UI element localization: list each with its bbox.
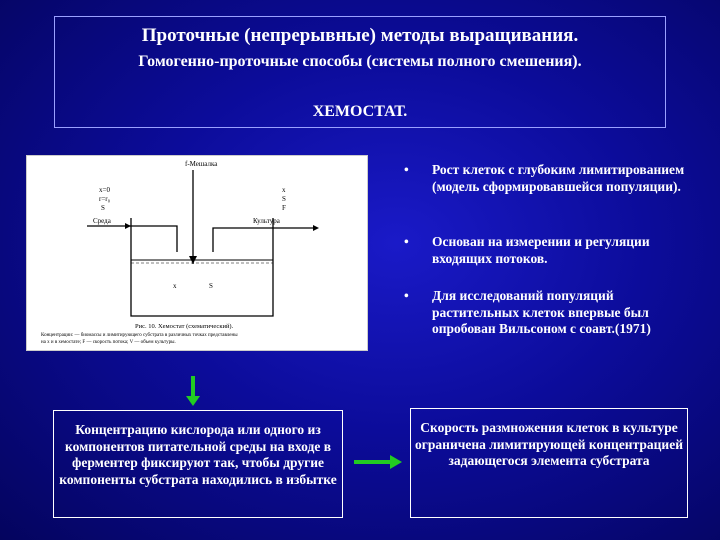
bullet-text: Основан на измерении и регуляции входящих потоков. [432,234,650,266]
figure-caption-3: на х и в хемостате; F — скорость потока; V — объем культуры. [41,340,176,345]
bullet-marker: • [404,162,409,177]
inlet-arrow [125,223,131,229]
label-s-inside: S [209,282,213,290]
title-line-1: Проточные (непрерывные) методы выращивания. [141,25,579,46]
right-arrow-icon [354,455,402,469]
label-outlet: Культура [253,217,280,225]
label-right-param-2: S [282,195,286,203]
oxygen-concentration-box: Концентрацию кислорода или одного из компонентов питательной среды на входе в ферментер фиксируют так, чтобы другие компоненты субстрата находились в избытке [53,410,343,518]
label-inlet: Среда [93,217,111,225]
vessel [131,218,273,316]
title-line-2: Гомогенно-проточные способы (системы полного смешения). [138,53,582,70]
label-left-param-3: S [101,204,105,212]
bullet-marker: • [404,234,409,249]
down-arrow-icon [186,376,200,406]
outlet-arrow [313,225,319,231]
inlet-pipe [87,226,177,252]
chemostat-figure [26,155,368,351]
bullet-marker: • [404,288,409,303]
label-stirrer: f-Мешалка [185,160,218,168]
bullet-text: Рост клеток с глубоким лимитированием (модель сформировавшейся популяции). [432,162,685,194]
figure-caption-1: Рис. 10. Хемостат (схематический). [135,323,234,330]
chemostat-diagram [27,156,367,350]
label-left-param-2: r=r₀ [99,195,111,203]
title-box [54,16,666,128]
growth-rate-box: Скорость размножения клеток в культуре ограничена лимитирующей концентрацией задающегося элемента субстрата [410,408,688,518]
label-right-param-1: x [282,186,286,194]
label-x-inside: x [173,282,177,290]
label-right-param-3: F [282,204,286,212]
label-left-param-1: x=0 [99,186,110,194]
bullet-text: Для исследований популяций растительных клеток впервые был опробован Вильсоном с соавт.(1971) [432,288,651,336]
figure-caption-2: Концентрации: — биомассы и лимитирующего субстрата в различных точках представлены [41,333,238,338]
title-line-3: ХЕМОСТАТ. [312,103,408,120]
outlet-pipe [213,228,313,252]
